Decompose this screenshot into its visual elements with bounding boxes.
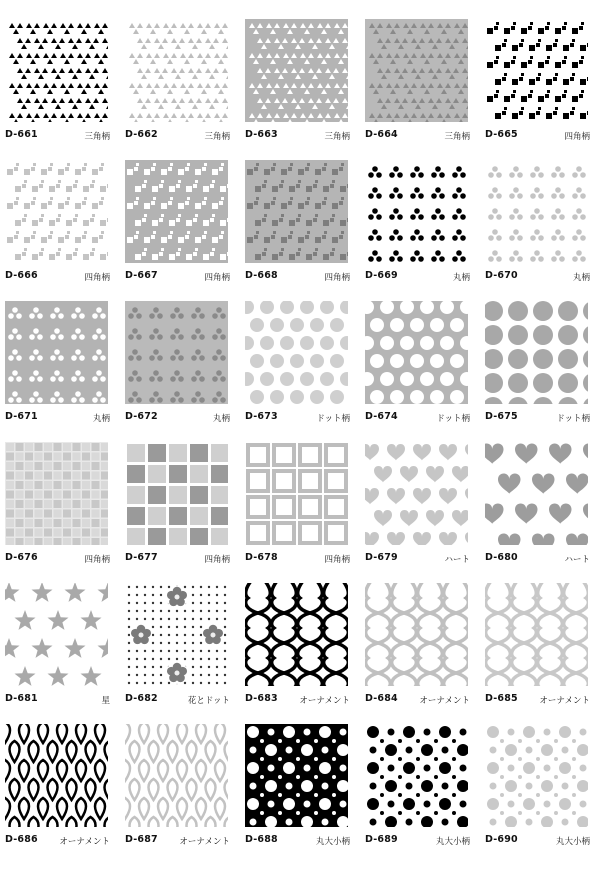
pattern-swatch [5,160,108,263]
pattern-swatch-image [245,724,348,827]
pattern-swatch-image [5,301,108,404]
pattern-name: 丸柄 [92,414,110,424]
pattern-name: 丸柄 [572,273,590,283]
pattern-card[interactable] [5,724,110,854]
pattern-code: D-669 [365,270,398,281]
pattern-card[interactable] [5,583,110,713]
pattern-name: 三角柄 [444,132,470,142]
pattern-code: D-687 [125,834,158,845]
pattern-code: D-690 [485,834,518,845]
pattern-swatch [125,160,228,263]
pattern-swatch-image [5,160,108,263]
pattern-name: ドット柄 [436,414,470,424]
pattern-name: 四角柄 [324,273,350,283]
pattern-swatch [365,19,468,122]
pattern-swatch-image [245,160,348,263]
pattern-swatch [485,160,588,263]
pattern-swatch-image [5,724,108,827]
pattern-card[interactable] [365,724,470,854]
pattern-card[interactable] [125,442,230,572]
pattern-name: 丸大小柄 [435,837,470,847]
pattern-card[interactable] [5,160,110,290]
pattern-swatch [245,19,348,122]
pattern-swatch [5,19,108,122]
pattern-swatch-image [365,160,468,263]
pattern-name: オーナメント [179,837,230,847]
pattern-name: オーナメント [299,696,350,706]
pattern-card[interactable] [245,583,350,713]
pattern-code: D-681 [5,693,38,704]
pattern-name: 三角柄 [324,132,350,142]
pattern-card[interactable] [365,442,470,572]
pattern-swatch-image [125,301,228,404]
pattern-code: D-688 [245,834,278,845]
pattern-swatch-image [485,301,588,404]
pattern-name: 四角柄 [204,555,230,565]
pattern-name: 丸大小柄 [315,837,350,847]
pattern-swatch-image [5,442,108,545]
pattern-name: オーナメント [419,696,470,706]
pattern-code: D-676 [5,552,38,563]
pattern-card[interactable] [245,301,350,431]
pattern-swatch [245,160,348,263]
pattern-name: 三角柄 [84,132,110,142]
pattern-code: D-668 [245,270,278,281]
pattern-card[interactable] [245,19,350,149]
pattern-code: D-685 [485,693,518,704]
pattern-swatch [125,583,228,686]
pattern-name: オーナメント [59,837,110,847]
pattern-card[interactable] [125,724,230,854]
pattern-swatch [365,160,468,263]
pattern-card[interactable] [365,583,470,713]
pattern-swatch-image [485,160,588,263]
pattern-code: D-679 [365,552,398,563]
pattern-code: D-684 [365,693,398,704]
pattern-card[interactable] [125,160,230,290]
pattern-swatch-image [245,583,348,686]
pattern-code: D-672 [125,411,158,422]
pattern-code: D-661 [5,129,38,140]
pattern-swatch [125,442,228,545]
pattern-card[interactable] [485,442,590,572]
pattern-card[interactable] [485,160,590,290]
pattern-card[interactable] [5,301,110,431]
pattern-code: D-682 [125,693,158,704]
pattern-card[interactable] [245,160,350,290]
pattern-swatch [365,583,468,686]
pattern-code: D-673 [245,411,278,422]
pattern-code: D-671 [5,411,38,422]
pattern-card[interactable] [5,19,110,149]
pattern-card[interactable] [485,301,590,431]
pattern-swatch [125,724,228,827]
pattern-code: D-674 [365,411,398,422]
pattern-name: 丸大小柄 [555,837,590,847]
pattern-name: 四角柄 [564,132,590,142]
pattern-swatch [485,583,588,686]
pattern-swatch-image [5,583,108,686]
pattern-swatch [365,301,468,404]
pattern-code: D-667 [125,270,158,281]
pattern-name: 四角柄 [324,555,350,565]
pattern-swatch-image [365,301,468,404]
pattern-swatch [5,301,108,404]
pattern-card[interactable] [125,583,230,713]
pattern-name: ドット柄 [316,414,350,424]
pattern-swatch [485,724,588,827]
pattern-swatch [245,583,348,686]
pattern-name: 星 [101,696,110,706]
pattern-swatch-image [245,19,348,122]
pattern-code: D-665 [485,129,518,140]
pattern-swatch-image [485,724,588,827]
pattern-swatch [245,301,348,404]
pattern-code: D-664 [365,129,398,140]
pattern-swatch [365,442,468,545]
pattern-swatch-image [485,442,588,545]
pattern-name: 丸柄 [212,414,230,424]
pattern-card[interactable] [5,442,110,572]
pattern-name: 三角柄 [204,132,230,142]
pattern-swatch-image [245,442,348,545]
pattern-code: D-675 [485,411,518,422]
pattern-swatch [5,583,108,686]
pattern-code: D-677 [125,552,158,563]
pattern-swatch [485,301,588,404]
pattern-swatch-image [365,583,468,686]
pattern-swatch-image [125,160,228,263]
pattern-swatch [5,442,108,545]
pattern-card[interactable] [485,724,590,854]
pattern-name: 四角柄 [84,555,110,565]
pattern-swatch [245,442,348,545]
pattern-card[interactable] [485,583,590,713]
pattern-code: D-662 [125,129,158,140]
pattern-swatch-image [365,442,468,545]
pattern-swatch-image [125,583,228,686]
pattern-code: D-666 [5,270,38,281]
pattern-card[interactable] [125,19,230,149]
pattern-swatch [125,19,228,122]
pattern-swatch [125,301,228,404]
pattern-card[interactable] [245,724,350,854]
pattern-card[interactable] [485,19,590,149]
pattern-code: D-686 [5,834,38,845]
pattern-code: D-663 [245,129,278,140]
pattern-swatch-image [365,724,468,827]
pattern-code: D-689 [365,834,398,845]
pattern-swatch-image [245,301,348,404]
pattern-swatch-image [5,19,108,122]
pattern-swatch [365,724,468,827]
pattern-name: ハート [444,555,470,565]
pattern-card[interactable] [365,301,470,431]
pattern-code: D-678 [245,552,278,563]
pattern-card[interactable] [365,160,470,290]
pattern-swatch-image [485,583,588,686]
pattern-name: ドット柄 [556,414,590,424]
pattern-name: オーナメント [539,696,590,706]
pattern-swatch [485,442,588,545]
pattern-name: 花とドット [187,696,230,706]
pattern-code: D-670 [485,270,518,281]
pattern-swatch [245,724,348,827]
pattern-swatch-image [125,19,228,122]
pattern-swatch-image [365,19,468,122]
pattern-card[interactable] [245,442,350,572]
pattern-code: D-680 [485,552,518,563]
pattern-card[interactable] [125,301,230,431]
pattern-swatch-image [125,442,228,545]
pattern-card[interactable] [365,19,470,149]
pattern-swatch-image [485,19,588,122]
pattern-name: 丸柄 [452,273,470,283]
pattern-name: ハート [564,555,590,565]
pattern-code: D-683 [245,693,278,704]
pattern-swatch [485,19,588,122]
pattern-name: 四角柄 [84,273,110,283]
pattern-name: 四角柄 [204,273,230,283]
pattern-swatch-image [125,724,228,827]
pattern-swatch [5,724,108,827]
